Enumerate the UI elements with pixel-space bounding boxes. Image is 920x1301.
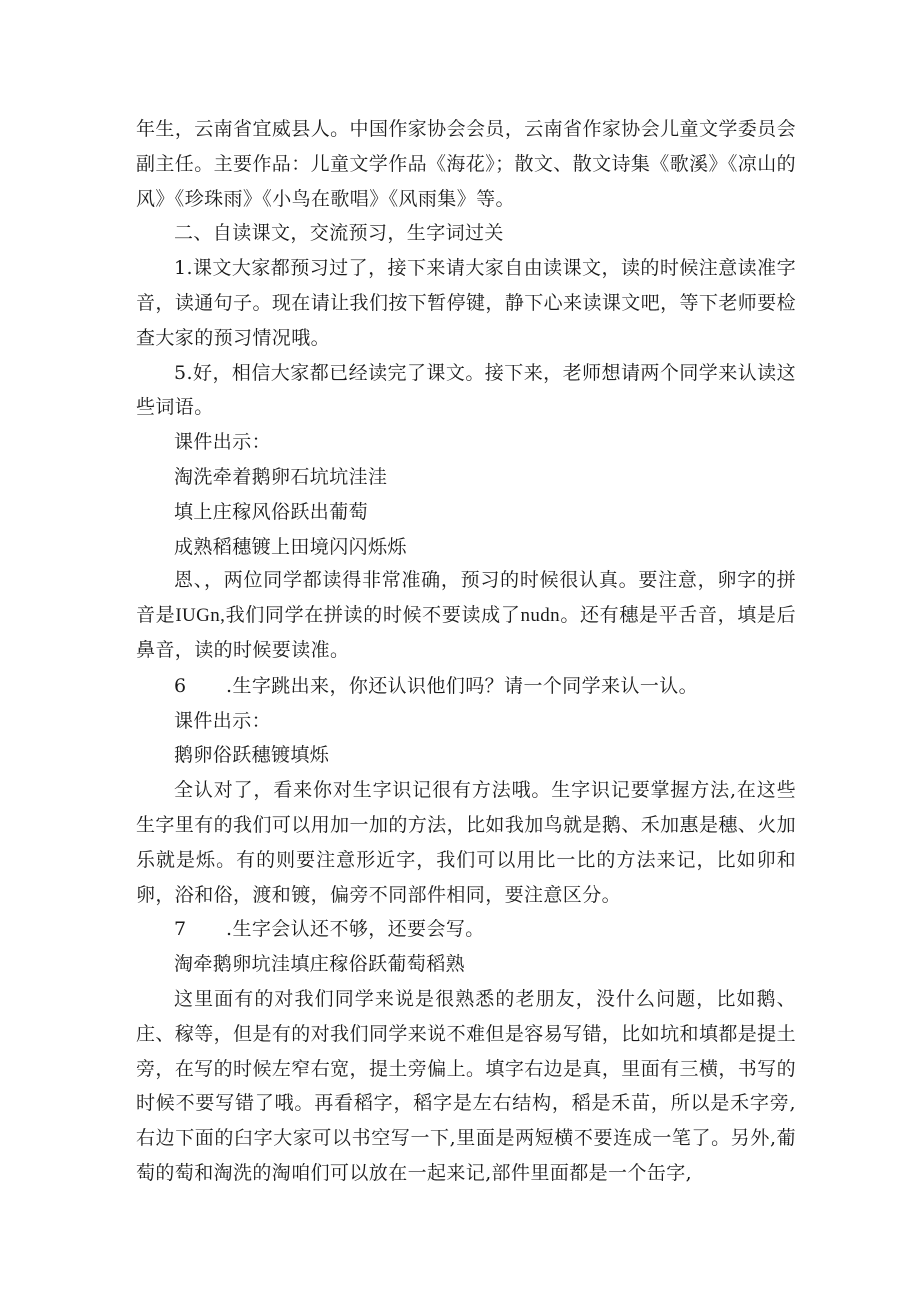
word-list-line: 填上庄稼风俗跃出葡萄 [174, 500, 369, 523]
author-bio-paragraph: 年生，云南省宜威县人。中国作家协会会员，云南省作家协会儿童文学委员会副主任。主要作品：儿童文学作品《海花》；散文、散文诗集《歌溪》《凉山的风》《珍珠雨》《小鸟在歌唱》《风雨集》等。 [136, 118, 797, 210]
step-number: 7 [174, 918, 187, 941]
step-5-paragraph [136, 356, 796, 426]
word-list-line: 成熟稻穗镀上田境闪闪烁烁 [174, 535, 407, 558]
step-7-paragraph [136, 912, 796, 947]
pronunciation-paragraph: 恩、，两位同学都读得非常准确，预习的时候很认真。要注意，卵字的拼音是IUGn,我们同学在拼读的时候不要读成了nudn。还有穗是平舌音，填是后鼻音，读的时候要读准。 [136, 570, 796, 661]
section-heading: 二、自读课文，交流预习，生字词过关 [174, 222, 504, 245]
step-number: 5 [174, 361, 187, 384]
writing-guidance-paragraph: 这里面有的对我们同学来说是很熟悉的老朋友，没什么问题，比如鹅、庄、稼等，但是有的对我们同学来说不难但是容易写错，比如坑和填都是提土旁，在写的时候左窄右宽，提土旁偏上。填字右边是真，里面有三横，书写的时候不要写错了哦。再看稻字，稻字是左右结构，稻是禾苗，所以是禾字旁,右边下面的臼字大家可以书空写一下,里面是两短横不要连成一笔了。另外,葡萄的萄和淘洗的淘咱们可以放在一起来记,部件里面都是一个缶字, [136, 987, 796, 1184]
courseware-label: 课件出示： [174, 709, 272, 732]
character-list-line: 鹅卵俗跃穗镀填烁 [174, 744, 330, 767]
word-list-line: 淘洗牵着鹅卵石坑坑洼洼 [174, 465, 388, 488]
step-1-paragraph: 1.课文大家都预习过了，接下来请大家自由读课文，读的时候注意读准字音，读通句子。现在请让我们按下暂停键，静下心来读课文吧，等下老师要检查大家的预习情况哦。 [136, 257, 796, 349]
courseware-label: 课件出示： [174, 431, 272, 454]
step-text: .好，相信大家都已经读完了课文。接下来，老师想请两个同学来认读这些词语。 [136, 361, 796, 419]
document-page [136, 112, 796, 1191]
step-text: .生字跳出来，你还认识他们吗？请一个同学来认一认。 [226, 674, 699, 697]
step-text: .生字会认还不够，还要会写。 [226, 918, 485, 941]
memorization-paragraph: 全认对了，看来你对生字识记很有方法哦。生字识记要掌握方法,在这些生字里有的我们可以用加一加的方法，比如我加鸟就是鹅、禾加惠是穗、火加乐就是烁。有的则要注意形近字，我们可以用比一比的方法来记，比如卯和卵，浴和俗，渡和镀，偏旁不同部件相同，要注意区分。 [136, 779, 796, 906]
step-6-paragraph [136, 669, 796, 704]
writing-character-list: 淘牵鹅卵坑洼填庄稼俗跃葡萄稻熟 [174, 953, 466, 976]
step-number: 6 [174, 674, 187, 697]
